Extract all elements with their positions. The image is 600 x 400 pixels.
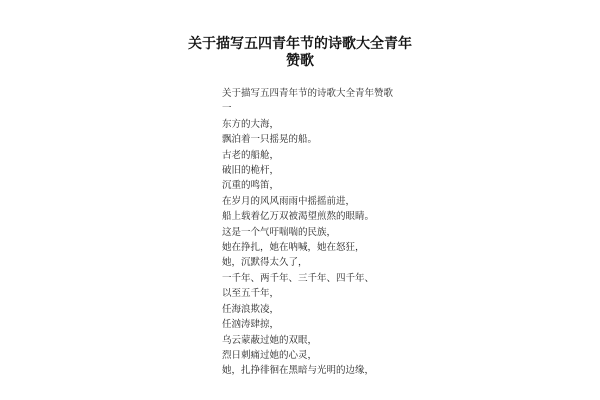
poem-line: 飘泊着一只摇晃的船。 — [222, 134, 318, 146]
poem-line: 任海浪欺凌， — [222, 303, 280, 315]
poem-line: 一千年、两千年、三千年、四千年、 — [222, 272, 375, 284]
poem-line: 她，沉默得太久了， — [222, 257, 308, 269]
poem-line: 乌云蒙蔽过她的双眼， — [222, 334, 318, 346]
poem-line: 任汹涛肆掠， — [222, 319, 280, 331]
poem-line: 东方的大海， — [222, 118, 280, 130]
poem-line: 船上载着亿万双被渴望煎熬的眼睛。 — [222, 211, 375, 223]
poem-line: 这是一个气吁喘喘的民族， — [222, 226, 337, 238]
title-line-2: 赞歌 — [286, 53, 314, 69]
title-line-1: 关于描写五四青年节的诗歌大全青年 — [188, 36, 412, 52]
poem-line: 她在挣扎，她在呐喊，她在怒狂， — [222, 242, 365, 254]
poem-line: 破旧的桅杆， — [222, 165, 280, 177]
poem-line: 古老的船舱， — [222, 149, 280, 161]
poem-line: 以至五千年， — [222, 288, 280, 300]
document-title — [0, 36, 600, 70]
poem-line: 关于描写五四青年节的诗歌大全青年赞歌 — [222, 88, 394, 99]
poem-line: 在岁月的风风雨雨中摇摇前进， — [222, 195, 356, 207]
poem-line: 沉重的鸣笛， — [222, 180, 280, 192]
poem-body — [222, 86, 582, 379]
poem-line: 烈日刺痛过她的心灵， — [222, 349, 318, 361]
poem-line: 一 — [222, 103, 232, 115]
poem-line: 她，扎挣徘徊在黑暗与光明的边缘， — [222, 365, 375, 377]
